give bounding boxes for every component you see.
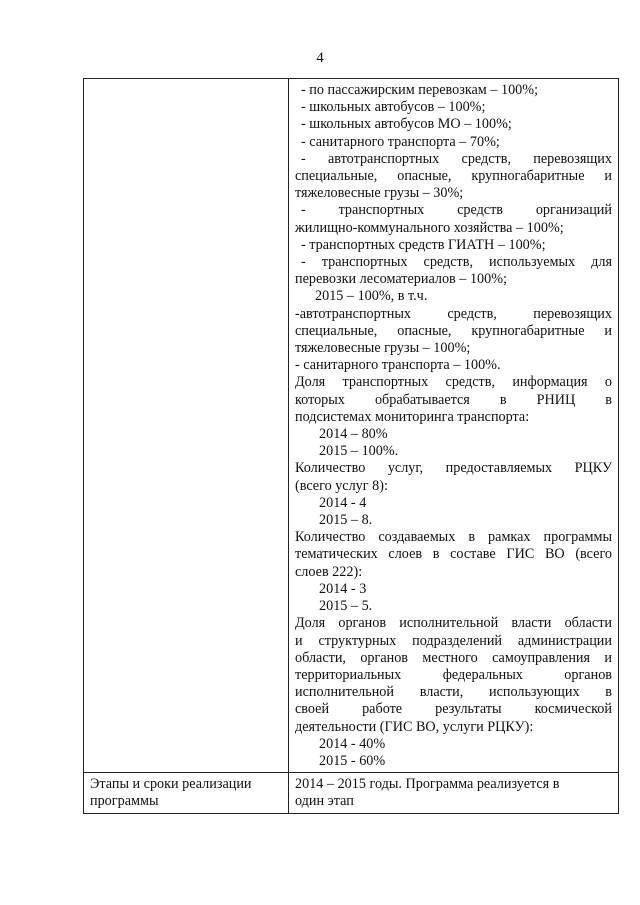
program-passport-table [83, 78, 619, 814]
stages-value-cell [289, 773, 619, 813]
indicator-line: - транспортных средств организаций [301, 202, 612, 219]
indicator-line: Количество услуг, предоставляемых РЦКУ [295, 460, 612, 477]
indicator-line: тематических слоев в составе ГИС ВО (всего [295, 546, 612, 563]
stages-label-line: Этапы и сроки реализации [90, 776, 252, 793]
table-row [84, 773, 619, 813]
indicator-line: - школьных автобусов – 100%; [301, 99, 486, 116]
indicator-line: 2015 – 100%. [319, 443, 399, 460]
indicator-line: 2015 – 8. [319, 512, 373, 529]
indicator-line: исполнительной власти, использующих в [295, 684, 612, 701]
indicator-line: жилищно-коммунального хозяйства – 100%; [295, 219, 564, 236]
indicator-line: которых обрабатывается в РНИЦ в [295, 391, 612, 408]
indicator-line: перевозки лесоматериалов – 100%; [295, 271, 507, 288]
indicator-line: тяжеловесные грузы – 100%; [295, 340, 471, 357]
indicator-line: специальные, опасные, крупногабаритные и [295, 322, 612, 339]
indicator-line: слоев 222): [295, 563, 363, 580]
indicator-line: деятельности (ГИС ВО, услуги РЦКУ): [295, 718, 534, 735]
indicator-line: 2015 - 60% [319, 752, 386, 769]
indicator-line: 2015 – 100%, в т.ч. [315, 288, 428, 305]
stages-label-cell [84, 773, 289, 813]
indicator-line: подсистемах мониторинга транспорта: [295, 408, 530, 425]
indicator-line: Доля транспортных средств, информация о [295, 374, 612, 391]
indicator-line: области, органов местного самоуправления и [295, 649, 612, 666]
indicator-line: и структурных подразделений администрации [295, 632, 612, 649]
stages-value-line: один этап [295, 793, 354, 810]
indicator-line: - школьных автобусов МО – 100%; [301, 116, 512, 133]
indicator-line: 2015 – 5. [319, 598, 373, 615]
indicator-line: 2014 – 80% [319, 426, 388, 443]
table-row [84, 79, 619, 773]
page-number: 4 [316, 50, 324, 66]
indicator-line: 2014 - 40% [319, 735, 386, 752]
indicator-line: своей работе результаты космической [295, 701, 612, 718]
indicator-line: специальные, опасные, крупногабаритные и [295, 168, 612, 185]
indicator-line: тяжеловесные грузы – 30%; [295, 185, 464, 202]
row-label-cell [84, 79, 289, 773]
indicator-line: - транспортных средств ГИАТН – 100%; [301, 236, 546, 253]
indicator-line: 2014 - 3 [319, 580, 367, 597]
indicator-line: - санитарного транспорта – 70%; [301, 133, 500, 150]
indicator-line: территориальных федеральных органов [295, 666, 612, 683]
indicator-line: (всего услуг 8): [295, 477, 388, 494]
indicator-line: Доля органов исполнительной власти области [295, 615, 612, 632]
indicator-line: 2014 - 4 [319, 494, 367, 511]
indicator-line: -автотранспортных средств, перевозящих [295, 305, 612, 322]
indicator-line: - санитарного транспорта – 100%. [295, 357, 501, 374]
indicators-cell [289, 79, 619, 773]
indicator-line: - транспортных средств, используемых для [301, 254, 612, 271]
indicator-line: - автотранспортных средств, перевозящих [301, 150, 612, 167]
indicator-line: - по пассажирским перевозкам – 100%; [301, 82, 539, 98]
stages-value-line: 2014 – 2015 годы. Программа реализуется в [295, 776, 560, 793]
stages-label-line: программы [90, 793, 159, 810]
indicator-line: Количество создаваемых в рамках программы [295, 529, 612, 546]
